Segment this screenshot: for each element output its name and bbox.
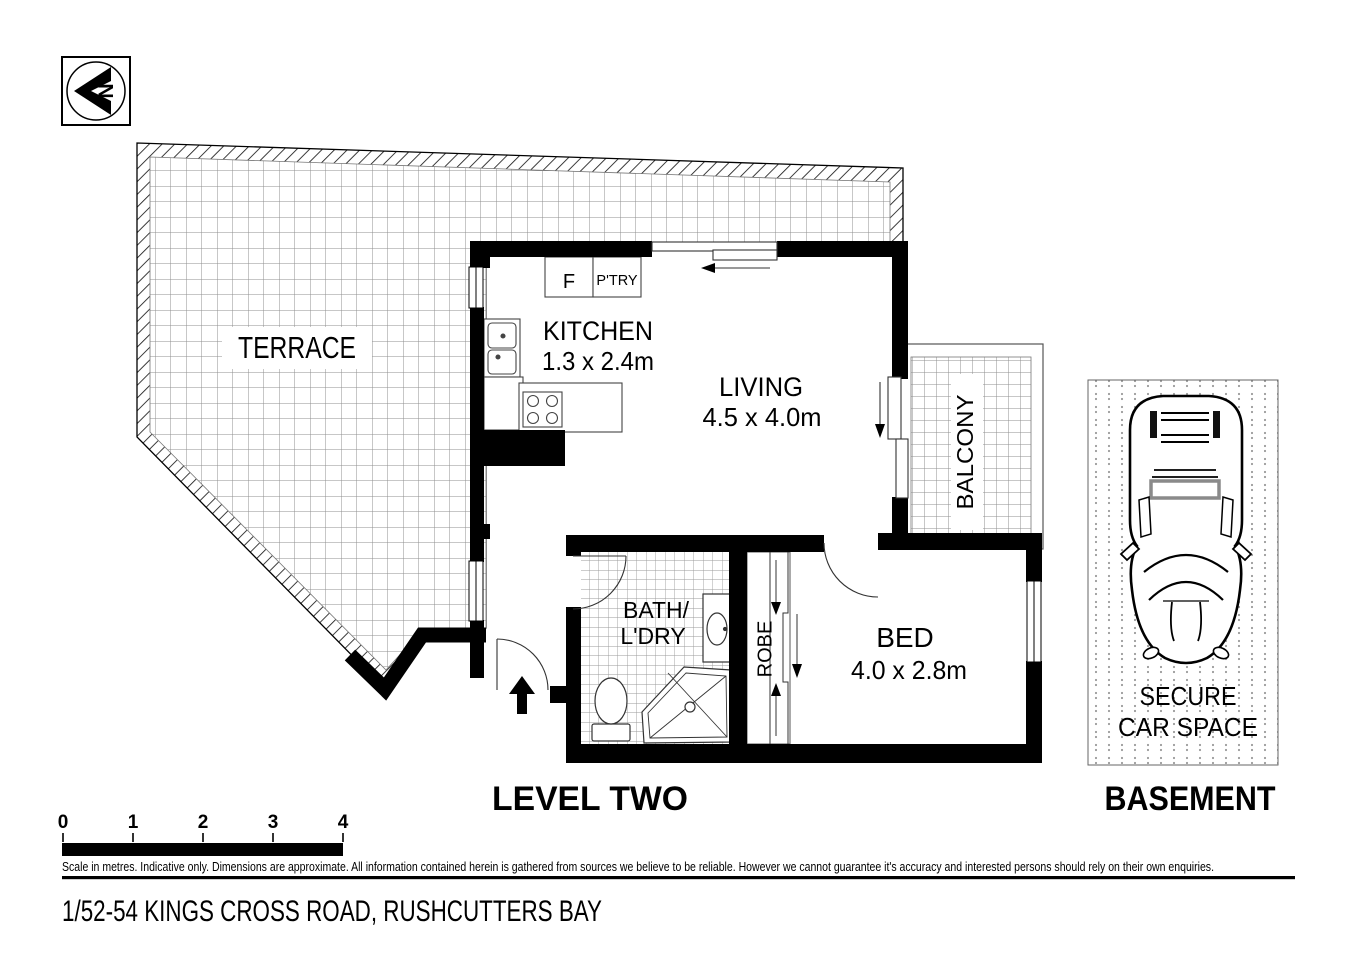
kitchen-label: KITCHEN: [543, 316, 653, 346]
compass-north-letter: N: [93, 83, 117, 99]
basement-label: BASEMENT: [1104, 780, 1276, 818]
scale-bar-rule: [62, 843, 343, 856]
car-windshield: [1151, 481, 1219, 498]
living-dims: 4.5 x 4.0m: [702, 402, 822, 432]
bed-window: [1027, 581, 1041, 662]
disclaimer-text: Scale in metres. Indicative only. Dimensions are approximate. All information contained herein is gathered from sources we believe to be reliable. However we cannot guarantee it's accuracy and interested persons should rely on their own enquiries.: [62, 860, 1214, 874]
kitchen-window: [469, 267, 483, 308]
bath-label-line1: BATH/: [622, 597, 690, 623]
property-address: 1/52-54 KINGS CROSS ROAD, RUSHCUTTERS BAY: [62, 895, 602, 928]
secure-car-space-line2: CAR SPACE: [1118, 712, 1258, 742]
terrace-label: TERRACE: [238, 330, 356, 365]
toilet-icon: [595, 678, 627, 724]
robe-label: ROBE: [754, 620, 777, 678]
bath-label-line2: L'DRY: [620, 623, 686, 649]
scale-tick-3: 3: [267, 812, 279, 833]
pantry-label: P'TRY: [596, 273, 638, 289]
bed-door: [824, 543, 878, 597]
scale-tick-1: 1: [127, 812, 139, 833]
level-label: LEVEL TWO: [492, 780, 688, 818]
basement-car-space: [1088, 380, 1278, 765]
divider-rule: [62, 876, 1295, 879]
fridge-label: F: [562, 271, 576, 293]
scale-tick-2: 2: [197, 812, 209, 833]
kitchen-dims: 1.3 x 2.4m: [542, 346, 654, 376]
scale-tick-0: 0: [57, 812, 69, 833]
secure-car-space-line1: SECURE: [1139, 681, 1237, 711]
car-illustration: [1121, 396, 1251, 663]
compass-north-icon: [62, 57, 130, 125]
toilet-tank: [592, 724, 630, 741]
bed-label: BED: [876, 622, 934, 653]
hall-window: [469, 561, 483, 621]
entry-arrow-icon: [509, 676, 535, 714]
living-label: LIVING: [719, 372, 803, 402]
bed-dims: 4.0 x 2.8m: [851, 655, 967, 685]
kitchen-counter-left: [484, 377, 523, 430]
scale-tick-4: 4: [337, 812, 349, 833]
balcony-area: [900, 344, 1043, 549]
terrace-sliding-door: [652, 242, 777, 273]
balcony-label: BALCONY: [952, 399, 979, 510]
scale-bar: [58, 812, 349, 856]
